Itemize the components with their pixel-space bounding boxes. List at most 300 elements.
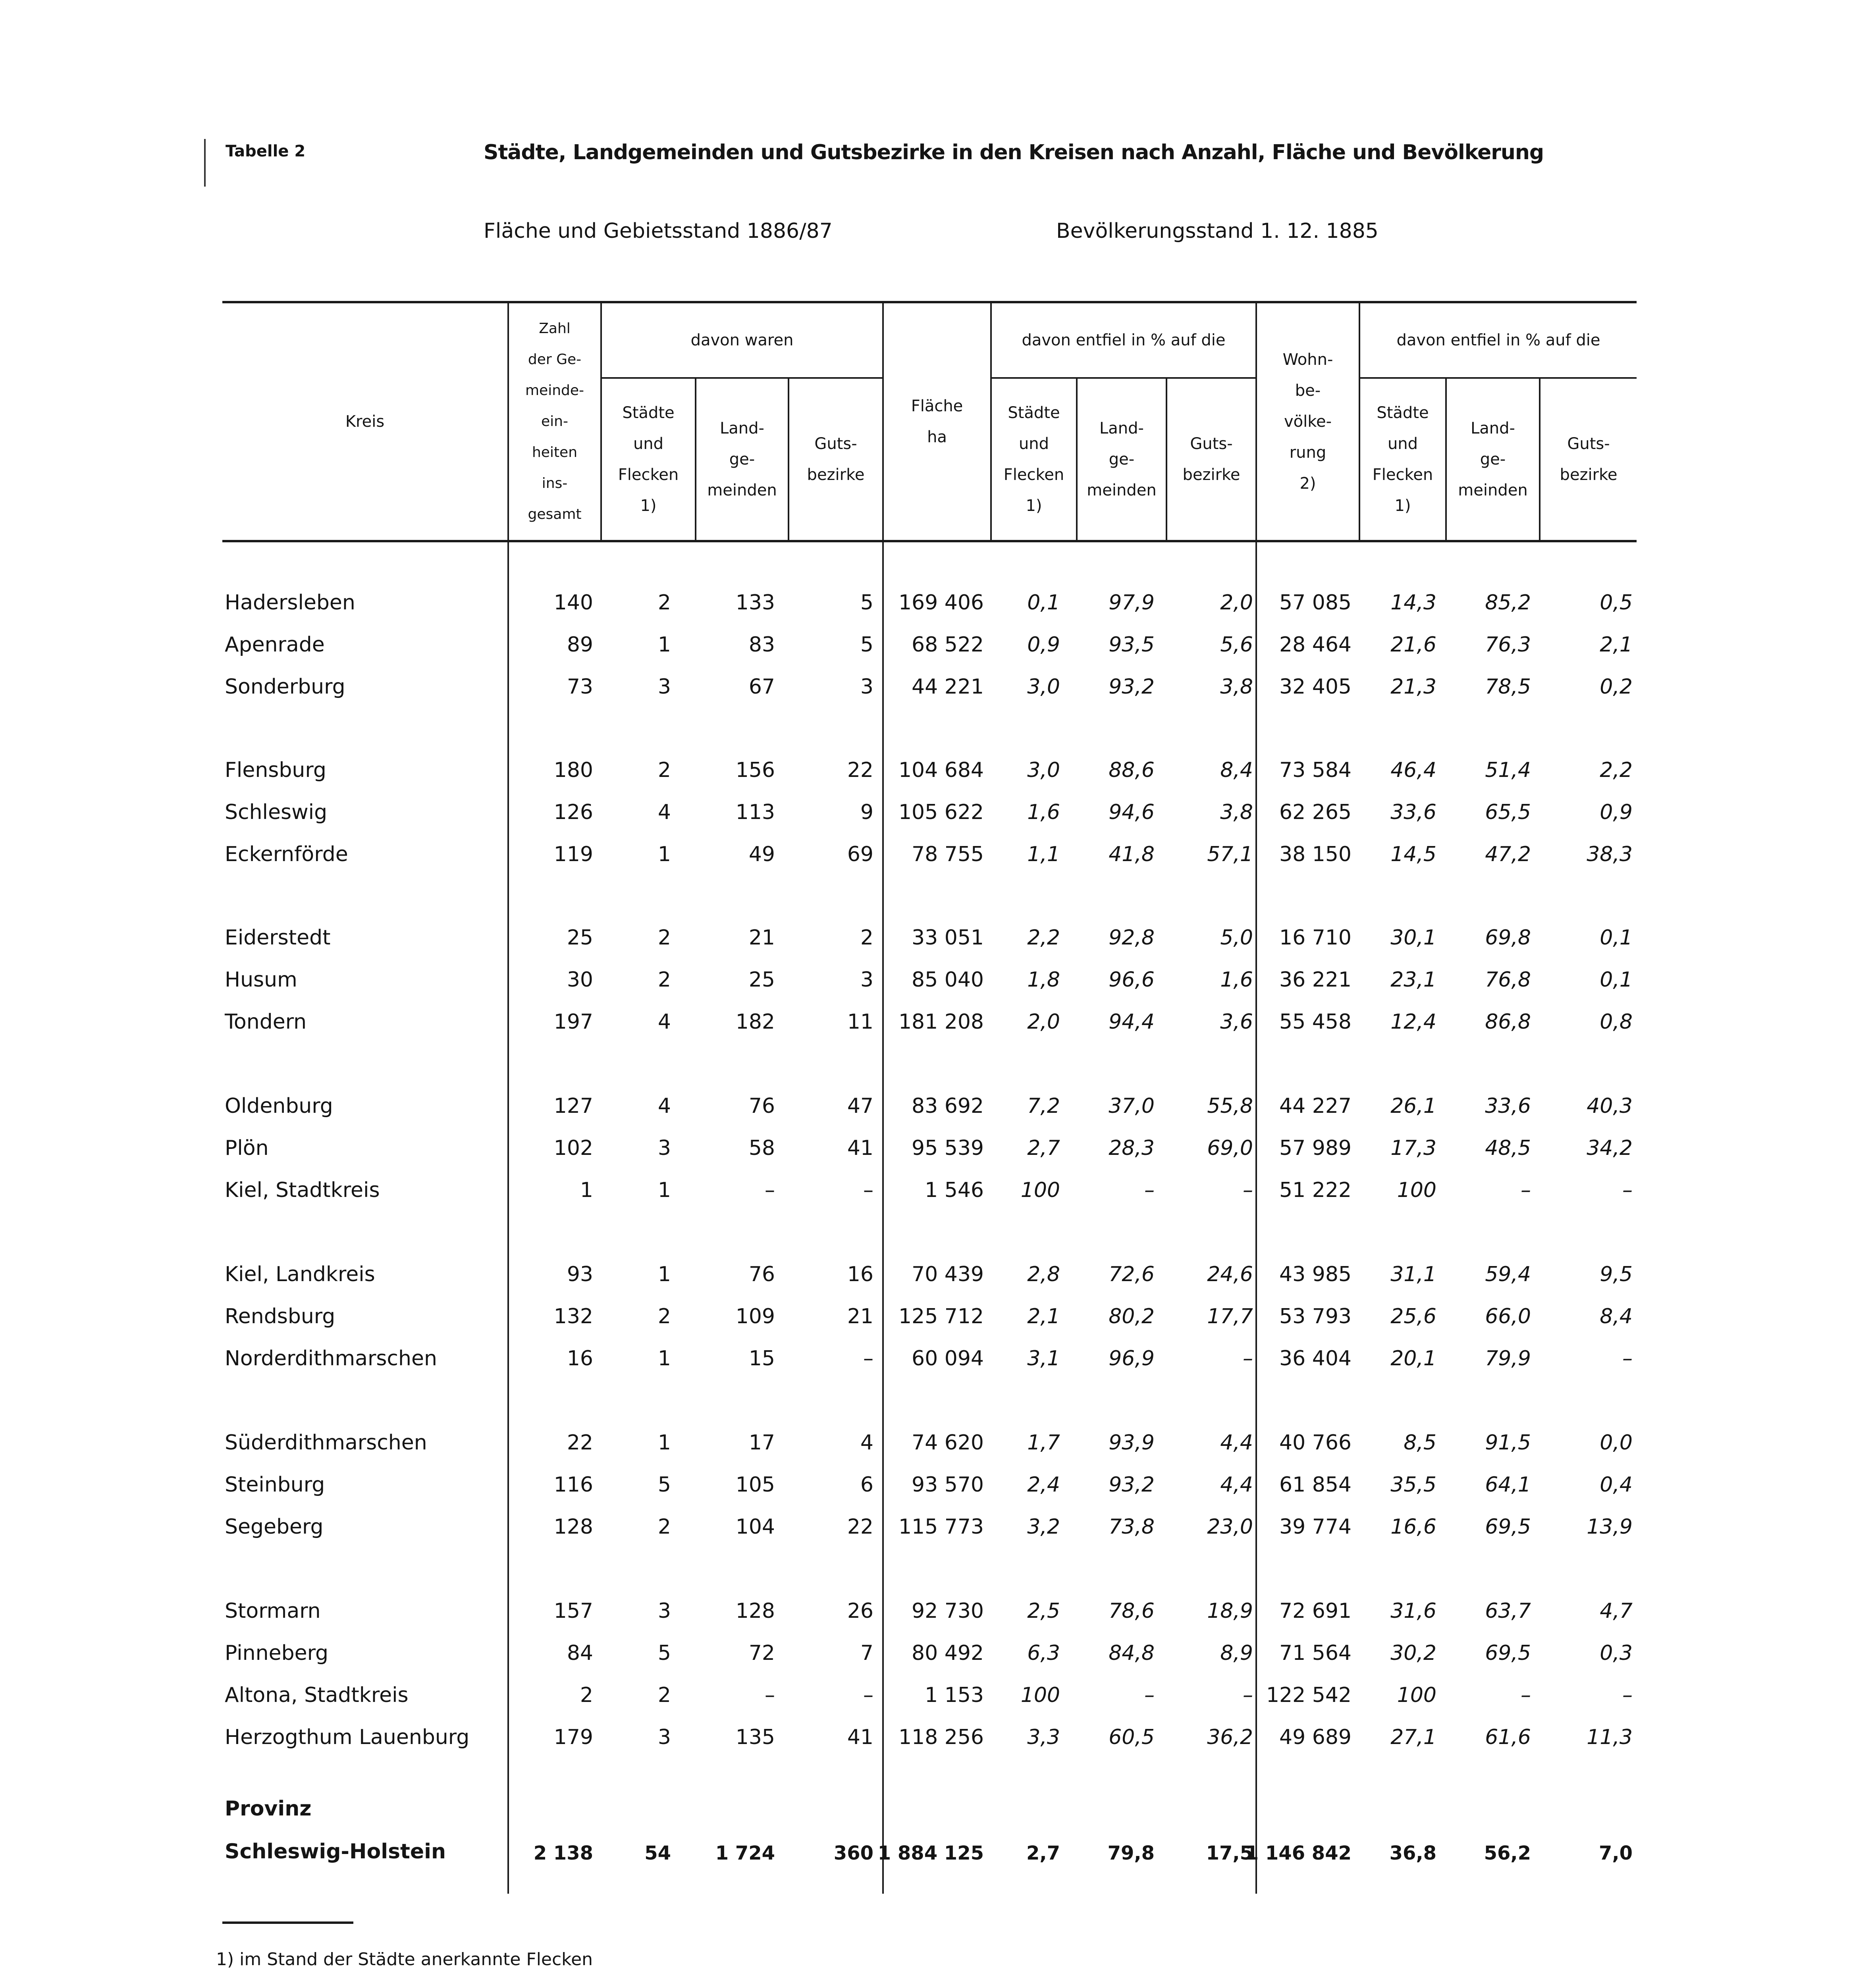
cell-flaeche-guts-pct: 4,4: [1220, 1473, 1253, 1497]
kreis-name: Hadersleben: [225, 591, 355, 615]
cell-bev-guts-pct: –: [1622, 1178, 1633, 1202]
cell-flaeche-land-pct: 73,8: [1109, 1515, 1155, 1539]
cell-flaeche-land-pct: 96,9: [1109, 1347, 1155, 1370]
cell-wohnbevoelkerung: 36 221: [1279, 968, 1352, 992]
cell-bev-guts-pct: 2,1: [1600, 633, 1633, 657]
cell-bev-land-pct: 69,5: [1485, 1515, 1531, 1539]
cell-bev-land-pct: 33,6: [1485, 1094, 1531, 1118]
cell-bev-land-pct: 79,9: [1485, 1347, 1531, 1370]
cell-flaeche-guts-pct: 18,9: [1207, 1599, 1253, 1623]
cell-staedte: 3: [657, 1725, 671, 1749]
cell-gutsbezirke: 5: [860, 633, 873, 657]
cell-flaeche: 1 546: [925, 1178, 984, 1202]
cell-bev-guts-pct: 0,3: [1600, 1641, 1633, 1665]
header-bev-guts: Guts- bezirke: [1560, 435, 1618, 484]
kreis-name: Kiel, Stadtkreis: [225, 1178, 380, 1202]
cell-staedte: 4: [657, 1010, 671, 1034]
cell-staedte: 1: [657, 1178, 671, 1202]
cell-bev-staedte-pct: 25,6: [1390, 1305, 1436, 1328]
cell-flaeche: 181 208: [898, 1010, 984, 1034]
kreis-name: Süderdithmarschen: [225, 1431, 427, 1455]
total-label-line2: Schleswig-Holstein: [225, 1840, 446, 1864]
kreis-name: Stormarn: [225, 1599, 321, 1623]
cell-flaeche-guts-pct: 3,6: [1220, 1010, 1253, 1034]
cell-gutsbezirke: 7: [860, 1641, 873, 1665]
cell-flaeche-guts-pct: 57,1: [1207, 842, 1253, 866]
cell-flaeche-guts-pct: 3,8: [1220, 675, 1253, 699]
cell-bev-staedte-pct: 100: [1397, 1178, 1436, 1202]
cell-flaeche: 80 492: [912, 1641, 984, 1665]
cell-bev-staedte-pct: 21,3: [1390, 675, 1436, 699]
cell-staedte: 5: [657, 1641, 671, 1665]
kreis-name: Herzogthum Lauenburg: [225, 1725, 470, 1749]
cell-zahl: 1: [580, 1178, 593, 1202]
cell-wohnbevoelkerung: 73 584: [1279, 758, 1352, 782]
header-flaeche: Fläche ha: [911, 397, 963, 446]
cell-bev-staedte-pct: 21,6: [1390, 633, 1436, 657]
cell-wohnbevoelkerung: 32 405: [1279, 675, 1352, 699]
cell-flaeche-land-pct: 84,8: [1109, 1641, 1155, 1665]
cell-bev-staedte-pct: 16,6: [1390, 1515, 1436, 1539]
cell-bev-staedte-pct: 17,3: [1390, 1136, 1436, 1160]
header-davon-waren: davon waren: [690, 331, 794, 349]
cell-gutsbezirke: 5: [860, 591, 873, 615]
cell-bev-land-pct: 85,2: [1485, 591, 1531, 615]
cell-flaeche-staedte-pct: 2,2: [1027, 926, 1060, 950]
cell-wohnbevoelkerung: 39 774: [1279, 1515, 1352, 1539]
cell-flaeche-staedte-pct: 2,5: [1027, 1599, 1060, 1623]
total-zahl: 2 138: [533, 1842, 593, 1864]
kreis-name: Plön: [225, 1136, 269, 1160]
total-landgemeinden: 1 724: [715, 1842, 775, 1864]
cell-bev-land-pct: –: [1521, 1683, 1531, 1707]
kreis-name: Kiel, Landkreis: [225, 1262, 375, 1286]
cell-staedte: 1: [657, 842, 671, 866]
kreis-name: Husum: [225, 968, 297, 992]
cell-flaeche: 70 439: [912, 1262, 984, 1286]
cell-flaeche-land-pct: –: [1144, 1683, 1155, 1707]
cell-bev-guts-pct: 0,5: [1600, 591, 1633, 615]
cell-staedte: 2: [657, 968, 671, 992]
cell-staedte: 3: [657, 675, 671, 699]
total-wohnbevoelkerung: 1 146 842: [1245, 1842, 1352, 1864]
cell-gutsbezirke: 9: [860, 800, 873, 824]
cell-bev-guts-pct: –: [1622, 1347, 1633, 1370]
cell-bev-land-pct: 61,6: [1485, 1725, 1531, 1749]
cell-landgemeinden: 109: [735, 1305, 775, 1328]
cell-bev-guts-pct: 34,2: [1587, 1136, 1633, 1160]
cell-flaeche-land-pct: –: [1144, 1178, 1155, 1202]
header-wohnbevoelkerung: Wohn- be- völke- rung 2): [1282, 351, 1333, 493]
cell-bev-guts-pct: 0,8: [1600, 1010, 1633, 1034]
cell-gutsbezirke: 41: [847, 1725, 873, 1749]
cell-wohnbevoelkerung: 57 989: [1279, 1136, 1352, 1160]
cell-flaeche-guts-pct: 23,0: [1207, 1515, 1253, 1539]
cell-staedte: 2: [657, 1305, 671, 1328]
table-title: Städte, Landgemeinden und Gutsbezirke in den Kreisen nach Anzahl, Fläche und Bevölkerung: [484, 141, 1544, 164]
cell-wohnbevoelkerung: 62 265: [1279, 800, 1352, 824]
cell-flaeche-guts-pct: 24,6: [1207, 1262, 1253, 1286]
cell-flaeche-land-pct: 41,8: [1109, 842, 1155, 866]
cell-bev-staedte-pct: 20,1: [1390, 1347, 1436, 1370]
cell-flaeche-guts-pct: 55,8: [1207, 1094, 1253, 1118]
cell-flaeche-staedte-pct: 0,1: [1027, 591, 1060, 615]
kreis-name: Apenrade: [225, 633, 325, 657]
cell-zahl: 128: [553, 1515, 593, 1539]
cell-flaeche: 125 712: [898, 1305, 984, 1328]
cell-flaeche: 1 153: [925, 1683, 984, 1707]
cell-bev-guts-pct: 0,1: [1600, 926, 1633, 950]
cell-wohnbevoelkerung: 57 085: [1279, 591, 1352, 615]
cell-bev-guts-pct: 0,1: [1600, 968, 1633, 992]
cell-flaeche-land-pct: 60,5: [1109, 1725, 1155, 1749]
cell-bev-staedte-pct: 31,1: [1390, 1262, 1436, 1286]
cell-staedte: 3: [657, 1136, 671, 1160]
cell-zahl: 2: [580, 1683, 593, 1707]
cell-landgemeinden: 83: [748, 633, 775, 657]
cell-bev-land-pct: 59,4: [1485, 1262, 1531, 1286]
cell-zahl: 116: [553, 1473, 593, 1497]
header-bottom-rule: [222, 540, 1637, 542]
total-flaeche-guts-pct: 17,5: [1206, 1842, 1253, 1864]
cell-gutsbezirke: 3: [860, 675, 873, 699]
cell-zahl: 89: [567, 633, 593, 657]
cell-staedte: 2: [657, 926, 671, 950]
cell-landgemeinden: 113: [735, 800, 775, 824]
cell-flaeche-land-pct: 72,6: [1109, 1262, 1155, 1286]
total-bev-staedte-pct: 36,8: [1389, 1842, 1436, 1864]
cell-flaeche-land-pct: 78,6: [1109, 1599, 1155, 1623]
cell-zahl: 180: [553, 758, 593, 782]
cell-bev-land-pct: 65,5: [1485, 800, 1531, 824]
cell-bev-guts-pct: 38,3: [1587, 842, 1633, 866]
cell-bev-staedte-pct: 12,4: [1390, 1010, 1436, 1034]
cell-flaeche-guts-pct: 69,0: [1207, 1136, 1253, 1160]
kreis-name: Altona, Stadtkreis: [225, 1683, 409, 1707]
cell-flaeche-staedte-pct: 100: [1020, 1683, 1060, 1707]
cell-zahl: 127: [553, 1094, 593, 1118]
cell-flaeche: 93 570: [912, 1473, 984, 1497]
cell-bev-guts-pct: 11,3: [1587, 1725, 1633, 1749]
cell-wohnbevoelkerung: 40 766: [1279, 1431, 1352, 1455]
footnote-1: 1) im Stand der Städte anerkannte Flecken: [216, 1949, 593, 1970]
cell-landgemeinden: 76: [748, 1262, 775, 1286]
kreis-name: Eckernförde: [225, 842, 348, 866]
cell-bev-staedte-pct: 35,5: [1390, 1473, 1436, 1497]
cell-staedte: 3: [657, 1599, 671, 1623]
cell-zahl: 140: [553, 591, 593, 615]
cell-bev-land-pct: 63,7: [1485, 1599, 1531, 1623]
cell-bev-land-pct: 51,4: [1485, 758, 1531, 782]
cell-flaeche-staedte-pct: 100: [1020, 1178, 1060, 1202]
header-staedte: Städte und Flecken 1): [618, 404, 679, 515]
cell-flaeche: 169 406: [898, 591, 984, 615]
cell-flaeche-guts-pct: 8,9: [1220, 1641, 1253, 1665]
cell-flaeche-staedte-pct: 2,8: [1027, 1262, 1060, 1286]
cell-staedte: 2: [657, 1683, 671, 1707]
cell-staedte: 5: [657, 1473, 671, 1497]
cell-zahl: 16: [567, 1347, 593, 1370]
cell-flaeche-staedte-pct: 3,0: [1027, 675, 1060, 699]
cell-bev-staedte-pct: 14,3: [1390, 591, 1436, 615]
cell-flaeche: 118 256: [898, 1725, 984, 1749]
table-label: Tabelle 2: [226, 142, 306, 160]
cell-bev-staedte-pct: 23,1: [1390, 968, 1436, 992]
cell-bev-land-pct: 66,0: [1485, 1305, 1531, 1328]
cell-bev-guts-pct: –: [1622, 1683, 1633, 1707]
cell-bev-staedte-pct: 26,1: [1390, 1094, 1436, 1118]
header-davon-flaeche: davon entfiel in % auf die: [1022, 331, 1226, 349]
cell-landgemeinden: 72: [748, 1641, 775, 1665]
cell-landgemeinden: 21: [748, 926, 775, 950]
cell-gutsbezirke: 69: [847, 842, 873, 866]
cell-zahl: 93: [567, 1262, 593, 1286]
cell-flaeche: 74 620: [912, 1431, 984, 1455]
cell-flaeche-staedte-pct: 1,6: [1027, 800, 1060, 824]
cell-flaeche-guts-pct: 5,0: [1220, 926, 1253, 950]
cell-gutsbezirke: 11: [847, 1010, 873, 1034]
margin-bar: [204, 139, 206, 187]
cell-flaeche-guts-pct: 2,0: [1220, 591, 1253, 615]
cell-flaeche-guts-pct: 3,8: [1220, 800, 1253, 824]
cell-staedte: 1: [657, 1262, 671, 1286]
cell-zahl: 179: [553, 1725, 593, 1749]
cell-flaeche-guts-pct: –: [1243, 1683, 1253, 1707]
cell-flaeche-staedte-pct: 1,8: [1027, 968, 1060, 992]
cell-flaeche-guts-pct: –: [1243, 1347, 1253, 1370]
cell-bev-guts-pct: 0,2: [1600, 675, 1633, 699]
cell-flaeche-land-pct: 96,6: [1109, 968, 1155, 992]
cell-gutsbezirke: 6: [860, 1473, 873, 1497]
cell-flaeche-land-pct: 93,2: [1109, 675, 1155, 699]
cell-staedte: 1: [657, 1347, 671, 1370]
cell-bev-land-pct: 76,3: [1485, 633, 1531, 657]
cell-flaeche-land-pct: 37,0: [1109, 1094, 1155, 1118]
cell-flaeche-staedte-pct: 2,0: [1027, 1010, 1060, 1034]
cell-flaeche-land-pct: 93,9: [1109, 1431, 1155, 1455]
cell-flaeche-staedte-pct: 3,1: [1027, 1347, 1060, 1370]
cell-flaeche-guts-pct: 4,4: [1220, 1431, 1253, 1455]
cell-gutsbezirke: 47: [847, 1094, 873, 1118]
cell-zahl: 102: [553, 1136, 593, 1160]
cell-flaeche: 60 094: [912, 1347, 984, 1370]
cell-bev-land-pct: 91,5: [1485, 1431, 1531, 1455]
kreis-name: Eiderstedt: [225, 926, 331, 950]
cell-wohnbevoelkerung: 43 985: [1279, 1262, 1352, 1286]
cell-wohnbevoelkerung: 122 542: [1266, 1683, 1352, 1707]
cell-flaeche-guts-pct: 1,6: [1220, 968, 1253, 992]
kreis-name: Rendsburg: [225, 1305, 335, 1328]
total-bev-land-pct: 56,2: [1484, 1842, 1531, 1864]
cell-landgemeinden: 67: [748, 675, 775, 699]
cell-zahl: 132: [553, 1305, 593, 1328]
header-bev-land: Land- ge- meinden: [1458, 419, 1528, 499]
cell-flaeche-land-pct: 28,3: [1109, 1136, 1155, 1160]
header-kreis: Kreis: [345, 412, 385, 431]
cell-flaeche: 95 539: [912, 1136, 984, 1160]
cell-wohnbevoelkerung: 44 227: [1279, 1094, 1352, 1118]
kreis-name: Segeberg: [225, 1515, 324, 1539]
cell-bev-staedte-pct: 46,4: [1390, 758, 1436, 782]
cell-bev-land-pct: 76,8: [1485, 968, 1531, 992]
cell-flaeche-land-pct: 92,8: [1109, 926, 1155, 950]
cell-flaeche-staedte-pct: 2,1: [1027, 1305, 1060, 1328]
cell-gutsbezirke: 4: [860, 1431, 873, 1455]
cell-wohnbevoelkerung: 36 404: [1279, 1347, 1352, 1370]
subtitle-area: Fläche und Gebietsstand 1886/87: [484, 219, 833, 243]
cell-flaeche: 78 755: [912, 842, 984, 866]
cell-zahl: 25: [567, 926, 593, 950]
cell-flaeche: 105 622: [898, 800, 984, 824]
cell-flaeche-land-pct: 94,4: [1109, 1010, 1155, 1034]
cell-flaeche-land-pct: 93,5: [1109, 633, 1155, 657]
subtitle-population: Bevölkerungsstand 1. 12. 1885: [1056, 219, 1379, 243]
total-flaeche: 1 884 125: [877, 1842, 984, 1864]
cell-bev-land-pct: 69,5: [1485, 1641, 1531, 1665]
cell-landgemeinden: 182: [735, 1010, 775, 1034]
header-landgemeinden: Land- ge- meinden: [707, 419, 777, 499]
total-flaeche-land-pct: 79,8: [1107, 1842, 1155, 1864]
cell-landgemeinden: 49: [748, 842, 775, 866]
cell-wohnbevoelkerung: 38 150: [1279, 842, 1352, 866]
cell-landgemeinden: 25: [748, 968, 775, 992]
cell-gutsbezirke: 16: [847, 1262, 873, 1286]
kreis-name: Sonderburg: [225, 675, 345, 699]
cell-zahl: 126: [553, 800, 593, 824]
kreis-name: Steinburg: [225, 1473, 325, 1497]
total-staedte: 54: [644, 1842, 671, 1864]
cell-bev-staedte-pct: 100: [1397, 1683, 1436, 1707]
cell-bev-staedte-pct: 27,1: [1390, 1725, 1436, 1749]
cell-bev-land-pct: 78,5: [1485, 675, 1531, 699]
cell-flaeche-guts-pct: 17,7: [1207, 1305, 1253, 1328]
cell-staedte: 2: [657, 1515, 671, 1539]
cell-bev-staedte-pct: 33,6: [1390, 800, 1436, 824]
cell-gutsbezirke: –: [863, 1683, 873, 1707]
cell-flaeche-staedte-pct: 3,0: [1027, 758, 1060, 782]
cell-flaeche: 83 692: [912, 1094, 984, 1118]
cell-bev-guts-pct: 9,5: [1600, 1262, 1633, 1286]
kreis-name: Schleswig: [225, 800, 328, 824]
cell-staedte: 1: [657, 1431, 671, 1455]
cell-flaeche-land-pct: 97,9: [1109, 591, 1155, 615]
cell-flaeche-staedte-pct: 2,7: [1027, 1136, 1060, 1160]
total-flaeche-staedte-pct: 2,7: [1026, 1842, 1060, 1864]
cell-wohnbevoelkerung: 28 464: [1279, 633, 1352, 657]
header-flaeche-staedte: Städte und Flecken 1): [1003, 404, 1064, 515]
cell-bev-staedte-pct: 30,2: [1390, 1641, 1436, 1665]
cell-bev-land-pct: 86,8: [1485, 1010, 1531, 1034]
cell-landgemeinden: 135: [735, 1725, 775, 1749]
cell-flaeche-staedte-pct: 2,4: [1027, 1473, 1060, 1497]
header-davon-bev: davon entfiel in % auf die: [1396, 331, 1600, 349]
cell-zahl: 30: [567, 968, 593, 992]
cell-wohnbevoelkerung: 72 691: [1279, 1599, 1352, 1623]
cell-flaeche-staedte-pct: 3,3: [1027, 1725, 1060, 1749]
cell-gutsbezirke: –: [863, 1178, 873, 1202]
cell-gutsbezirke: 41: [847, 1136, 873, 1160]
total-bev-guts-pct: 7,0: [1598, 1842, 1633, 1864]
cell-landgemeinden: 133: [735, 591, 775, 615]
cell-bev-land-pct: 48,5: [1485, 1136, 1531, 1160]
cell-bev-staedte-pct: 8,5: [1404, 1431, 1436, 1455]
cell-wohnbevoelkerung: 71 564: [1279, 1641, 1352, 1665]
cell-flaeche-guts-pct: 8,4: [1220, 758, 1253, 782]
total-label-line1: Provinz: [225, 1797, 312, 1821]
cell-flaeche-guts-pct: 36,2: [1207, 1725, 1253, 1749]
cell-landgemeinden: 15: [748, 1347, 775, 1370]
cell-flaeche-land-pct: 93,2: [1109, 1473, 1155, 1497]
cell-flaeche: 44 221: [912, 675, 984, 699]
cell-landgemeinden: 17: [748, 1431, 775, 1455]
cell-flaeche-staedte-pct: 3,2: [1027, 1515, 1060, 1539]
header-zahl: Zahl der Ge- meinde- ein- heiten ins- gesamt: [525, 320, 584, 522]
cell-bev-guts-pct: 8,4: [1600, 1305, 1633, 1328]
cell-landgemeinden: 104: [735, 1515, 775, 1539]
cell-zahl: 197: [553, 1010, 593, 1034]
cell-zahl: 84: [567, 1641, 593, 1665]
cell-bev-land-pct: 47,2: [1485, 842, 1531, 866]
cell-staedte: 2: [657, 758, 671, 782]
cell-bev-land-pct: 69,8: [1485, 926, 1531, 950]
cell-landgemeinden: 76: [748, 1094, 775, 1118]
cell-landgemeinden: –: [765, 1178, 775, 1202]
cell-bev-guts-pct: 0,4: [1600, 1473, 1633, 1497]
cell-gutsbezirke: 2: [860, 926, 873, 950]
cell-bev-land-pct: 64,1: [1485, 1473, 1531, 1497]
cell-zahl: 73: [567, 675, 593, 699]
cell-bev-guts-pct: 13,9: [1587, 1515, 1633, 1539]
cell-gutsbezirke: 22: [847, 1515, 873, 1539]
total-gutsbezirke: 360: [833, 1842, 873, 1864]
cell-wohnbevoelkerung: 53 793: [1279, 1305, 1352, 1328]
cell-bev-guts-pct: 40,3: [1587, 1094, 1633, 1118]
cell-gutsbezirke: 22: [847, 758, 873, 782]
cell-bev-guts-pct: 2,2: [1600, 758, 1633, 782]
cell-flaeche-staedte-pct: 6,3: [1027, 1641, 1060, 1665]
cell-bev-guts-pct: 0,9: [1600, 800, 1633, 824]
kreis-name: Flensburg: [225, 758, 326, 782]
cell-gutsbezirke: 26: [847, 1599, 873, 1623]
kreis-name: Oldenburg: [225, 1094, 333, 1118]
cell-flaeche-staedte-pct: 1,1: [1027, 842, 1060, 866]
kreis-name: Norderdithmarschen: [225, 1347, 437, 1370]
cell-flaeche: 33 051: [912, 926, 984, 950]
cell-landgemeinden: 105: [735, 1473, 775, 1497]
header-flaeche-guts: Guts- bezirke: [1182, 435, 1240, 484]
cell-bev-staedte-pct: 31,6: [1390, 1599, 1436, 1623]
cell-zahl: 22: [567, 1431, 593, 1455]
kreis-name: Tondern: [225, 1010, 307, 1034]
cell-gutsbezirke: 3: [860, 968, 873, 992]
cell-landgemeinden: –: [765, 1683, 775, 1707]
cell-bev-guts-pct: 0,0: [1600, 1431, 1633, 1455]
cell-staedte: 1: [657, 633, 671, 657]
cell-staedte: 4: [657, 1094, 671, 1118]
cell-staedte: 2: [657, 591, 671, 615]
cell-flaeche: 68 522: [912, 633, 984, 657]
cell-flaeche: 92 730: [912, 1599, 984, 1623]
cell-landgemeinden: 58: [748, 1136, 775, 1160]
cell-flaeche: 85 040: [912, 968, 984, 992]
cell-flaeche-staedte-pct: 0,9: [1027, 633, 1060, 657]
cell-bev-staedte-pct: 30,1: [1390, 926, 1436, 950]
cell-bev-land-pct: –: [1521, 1178, 1531, 1202]
footnote-rule: [222, 1921, 353, 1924]
kreis-name: Pinneberg: [225, 1641, 329, 1665]
cell-flaeche: 104 684: [898, 758, 984, 782]
cell-flaeche-land-pct: 94,6: [1109, 800, 1155, 824]
